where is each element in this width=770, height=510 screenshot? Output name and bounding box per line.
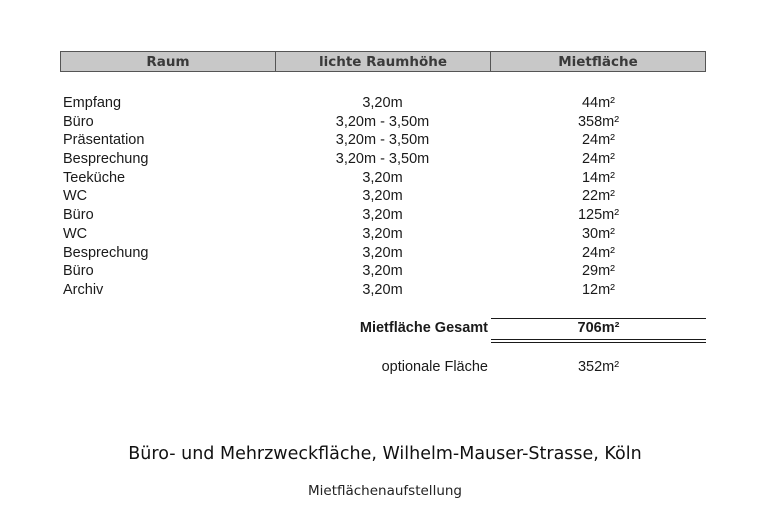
room-name: WC [63, 225, 88, 242]
room-name: Büro [63, 263, 94, 280]
table-row [0, 187, 770, 206]
room-area: 29m² [581, 263, 616, 280]
optional-row [0, 359, 770, 379]
room-height: 3,20m [362, 244, 403, 261]
table-row [0, 262, 770, 281]
document-title: Büro- und Mehrzweckfläche, Wilhelm-Mauser-Strasse, Köln [128, 444, 642, 464]
room-name: Büro [63, 207, 94, 224]
document-subtitle: Mietflächenaufstellung [307, 483, 462, 499]
room-list [0, 94, 770, 300]
table-row [0, 113, 770, 132]
room-area: 22m² [581, 188, 616, 205]
total-row [0, 318, 770, 340]
room-area: 30m² [581, 225, 616, 242]
table-row [0, 281, 770, 300]
room-area: 125m² [577, 207, 620, 224]
optional-value: 352m² [577, 359, 620, 375]
table-row [0, 244, 770, 263]
room-name: Büro [63, 113, 94, 130]
total-value: 706m² [577, 320, 620, 336]
header-raum: Raum [61, 52, 276, 71]
table-row [0, 131, 770, 150]
room-name: Besprechung [63, 151, 149, 168]
total-label: Mietfläche Gesamt [359, 320, 488, 336]
table-row [0, 94, 770, 113]
room-area: 358m² [577, 113, 620, 130]
room-name: Teeküche [63, 169, 126, 186]
room-area: 12m² [581, 281, 616, 298]
room-height: 3,20m [362, 188, 403, 205]
room-height: 3,20m - 3,50m [335, 151, 430, 168]
room-area: 24m² [581, 132, 616, 149]
room-area: 24m² [581, 151, 616, 168]
table-row [0, 169, 770, 188]
room-name: WC [63, 188, 88, 205]
room-name: Besprechung [63, 244, 149, 261]
table-header [60, 51, 706, 72]
total-double-rule-2 [491, 342, 706, 343]
room-area: 24m² [581, 244, 616, 261]
table-row [0, 206, 770, 225]
room-name: Empfang [63, 95, 122, 111]
room-height: 3,20m [362, 281, 403, 298]
room-area: 44m² [581, 95, 616, 111]
table-row [0, 150, 770, 169]
table-row [0, 225, 770, 244]
total-rule-top [491, 318, 706, 319]
room-height: 3,20m - 3,50m [335, 113, 430, 130]
header-mietflaeche: Mietfläche [558, 53, 638, 70]
room-name: Präsentation [63, 132, 145, 149]
room-area: 14m² [581, 169, 616, 186]
optional-label: optionale Fläche [381, 359, 488, 375]
room-height: 3,20m - 3,50m [335, 132, 430, 149]
room-name: Archiv [63, 281, 104, 298]
room-height: 3,20m [362, 207, 403, 224]
room-height: 3,20m [362, 169, 403, 186]
room-height: 3,20m [362, 95, 403, 111]
total-double-rule-1 [491, 339, 706, 340]
header-lichte-raumhoehe: lichte Raumhöhe [276, 52, 491, 71]
room-height: 3,20m [362, 263, 403, 280]
room-height: 3,20m [362, 225, 403, 242]
